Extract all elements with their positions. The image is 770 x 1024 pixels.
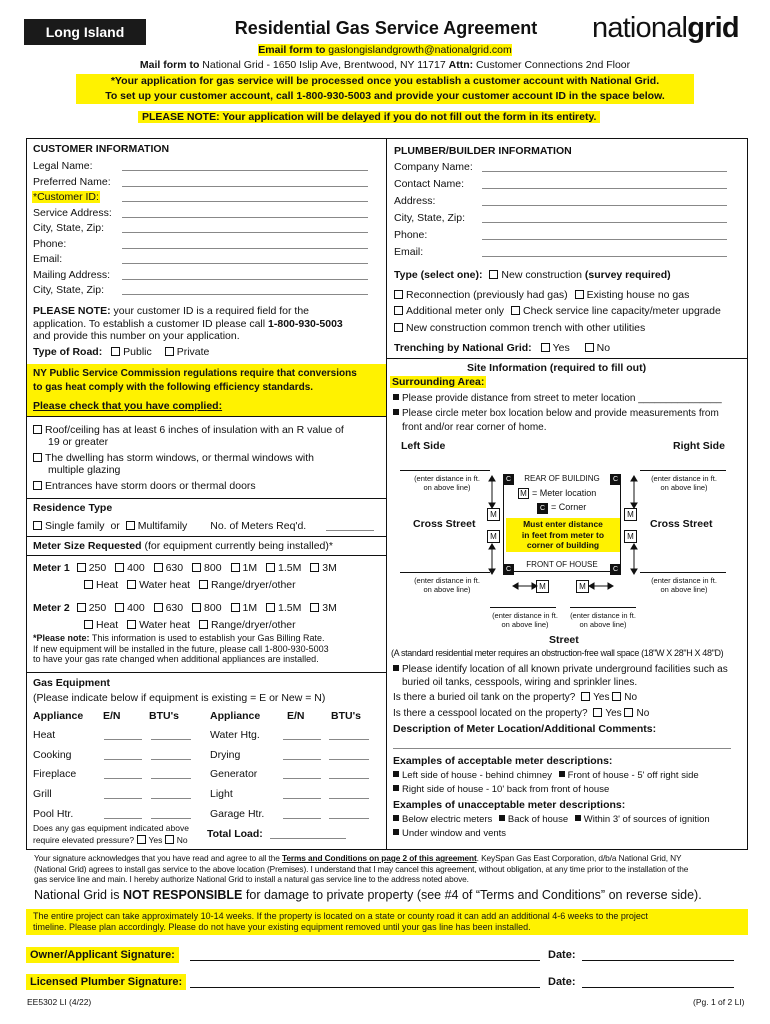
meter-description-input[interactable] (393, 748, 731, 749)
plumber-address-input[interactable] (482, 205, 727, 206)
m2-800[interactable] (192, 603, 201, 612)
street-label: Street (549, 634, 579, 646)
owner-signature-input[interactable] (190, 960, 540, 961)
m1-heat[interactable] (84, 580, 93, 589)
enter-fl: (enter distance in ft. on above line) (492, 611, 558, 629)
customer-id-input[interactable] (122, 201, 368, 202)
acknowledgement: Your signature acknowledges that you have read and agree to all the Terms and Conditions on page 2 of this agreement. KeySpan Gas East Corporation, d/b/a National Grid, NY (National Grid) agrees to install gas service to the above location (Premises). I understand that I may cancel this agreement, without obligation, at any time prior to the installation of the gas service line and main. I hereby authorize National Grid to install a natural gas service line to the address noted above. (34, 853, 689, 884)
single-family-checkbox[interactable] (33, 521, 42, 530)
appliance-left-label: Grill (33, 788, 52, 800)
company-name-label: Company Name: (394, 161, 473, 173)
corner-marker-tl[interactable]: C (503, 474, 514, 485)
unacceptable-row-2: Under window and vents (393, 828, 506, 839)
company-name-input[interactable] (482, 171, 727, 172)
email-address[interactable]: gaslongislandgrowth@nationalgrid.com (328, 44, 512, 56)
unacceptable-row-1: Below electric meters Back of house Within 3' of sources of ignition (393, 814, 710, 825)
logo-bold: grid (687, 12, 739, 44)
legal-name-label: Legal Name: (33, 160, 93, 172)
trenching-row: Trenching by National Grid: Yes No (394, 342, 611, 354)
type-existing-checkbox[interactable] (575, 290, 584, 299)
city-state-zip-label: City, State, Zip: (33, 222, 104, 234)
m2-1m[interactable] (231, 603, 240, 612)
m1-1m[interactable] (231, 563, 240, 572)
email-input[interactable] (122, 263, 368, 264)
road-type-row (33, 346, 209, 358)
psc-roof-checkbox[interactable] (33, 425, 42, 434)
account-notice-line1: *Your application for gas service will be processed once you establish a customer account with National Grid. (110, 75, 660, 87)
type-row-4: New construction common trench with other utilities (394, 322, 645, 334)
elevated-no-checkbox[interactable] (165, 835, 174, 844)
mailing-address-input[interactable] (122, 279, 368, 280)
unacceptable-title: Examples of unacceptable meter descriptions: (393, 799, 626, 811)
cross-street-left: Cross Street (413, 518, 476, 530)
standard-meter-note: (A standard residential meter requires an obstruction-free wall space (18"W X 28"H X 48"D) (391, 648, 724, 658)
plumber-phone-input[interactable] (482, 239, 727, 240)
type-check-checkbox[interactable] (511, 306, 520, 315)
underground-note-cont: buried oil tanks, cesspools, wiring and sprinkler lines. (402, 677, 638, 688)
appliance-right-btu-input[interactable] (329, 778, 369, 779)
oil-tank-question: Is there a buried oil tank on the property? Yes No (393, 692, 638, 703)
psc-check-heading: Please check that you have complied: (27, 399, 386, 416)
project-timeline-notice: The entire project can take approximately 10-14 weeks. If the property is located on a state or county road it can add an additional 4-6 weeks to the project timeline. Please plan accordingly. Please do not have your existing equipment removed until your gas line has been installed. (26, 909, 748, 935)
logo-plain: national (592, 12, 688, 44)
psc-notice (27, 364, 386, 400)
plumber-signature-input[interactable] (190, 987, 540, 988)
cess-no-checkbox[interactable] (624, 708, 633, 717)
meter-note: *Please note: This information is used to establish your Gas Billing Rate. If new equipment will be installed in the future, please call 1-800-930-5003 to have your gas rate changed when additional appliances are installed. (33, 633, 329, 664)
rear-of-building: REAR OF BUILDING (514, 474, 610, 483)
acceptable-row-1: Left side of house - behind chimney Front of house - 5' off right side (393, 770, 699, 781)
psc-window-item: The dwelling has storm windows, or thermal windows with (33, 452, 314, 464)
type-additional-checkbox[interactable] (394, 306, 403, 315)
enter-tl: (enter distance in ft. on above line) (414, 474, 480, 492)
equipment-hint: (Please indicate below if equipment is existing = E or New = N) (33, 692, 326, 704)
residence-title: Residence Type (33, 502, 113, 514)
road-private-label: Private (176, 346, 210, 358)
page-title: Residential Gas Service Agreement (234, 18, 538, 38)
equipment-title: Gas Equipment (33, 677, 111, 689)
customer-section-title: CUSTOMER INFORMATION (33, 143, 170, 155)
psc-roof-cont: 19 or greater (48, 436, 109, 448)
multifamily-checkbox[interactable] (126, 521, 135, 530)
appliance-right-label: Garage Htr. (210, 808, 265, 820)
m2-630[interactable] (154, 603, 163, 612)
acceptable-title: Examples of acceptable meter descriptions: (393, 755, 613, 767)
m2-1-5m[interactable] (266, 603, 275, 612)
site-bullet-2-cont: front and/or rear corner of home. (402, 422, 547, 433)
plumber-phone-label: Phone: (394, 229, 428, 241)
account-notice-line2: To set up your customer account, call 1-800-930-5003 and provide your customer account ID in the space below. (105, 90, 665, 102)
owner-date-input[interactable] (582, 960, 734, 961)
meter2-sizes: Meter 2 250 400 630 800 1M 1.5M 3M (33, 602, 337, 614)
right-top-distance-line[interactable] (640, 470, 726, 471)
delay-notice: PLEASE NOTE: Your application will be delayed if you do not fill out the form in its entirety. (138, 111, 600, 123)
appliance-left-btu-input[interactable] (151, 739, 191, 740)
plumber-date-label: Date: (548, 976, 576, 988)
email-line (160, 44, 610, 56)
appliance-right-label: Generator (210, 768, 258, 780)
underground-note: Please identify location of all known private underground facilities such as (393, 664, 728, 675)
email-label-customer: Email: (33, 253, 63, 265)
appliance-right-btu-input[interactable] (329, 798, 369, 799)
appliance-right-en-input[interactable] (283, 778, 321, 779)
mail-line (60, 59, 710, 71)
meter-box-left-1[interactable]: M (487, 508, 500, 521)
city-state-zip-input[interactable] (122, 232, 368, 233)
appliance-left-label: Fireplace (33, 768, 77, 780)
plumber-city-input[interactable] (482, 222, 727, 223)
type-reconnect-checkbox[interactable] (394, 290, 403, 299)
residence-type-row: Single family or Multifamily No. of Meters Req'd. (33, 520, 306, 532)
national-grid-logo (592, 12, 739, 45)
m2-3m[interactable] (310, 603, 319, 612)
m2-400[interactable] (115, 603, 124, 612)
m1-630[interactable] (154, 563, 163, 572)
plumber-section-title: PLUMBER/BUILDER INFORMATION (394, 145, 572, 157)
m1-3m[interactable] (310, 563, 319, 572)
left-side-label: Left Side (401, 440, 446, 452)
meter-box-right-2[interactable]: M (624, 530, 637, 543)
appliance-right-en-input[interactable] (283, 798, 321, 799)
enter-tr: (enter distance in ft. on above line) (651, 474, 717, 492)
page-number: (Pg. 1 of 2 LI) (693, 997, 745, 1007)
enter-fr: (enter distance in ft. on above line) (570, 611, 636, 629)
front-right-distance-line[interactable] (570, 607, 636, 608)
site-title: Site Information (required to fill out) (467, 362, 647, 374)
mail-label: Mail form to (139, 59, 200, 71)
psc-line2: to gas heat comply with the following efficiency standards. (33, 382, 314, 393)
plumber-email-label: Email: (394, 246, 424, 258)
meters-required-input[interactable] (326, 530, 374, 531)
meter1-sizes: Meter 1 250 400 630 800 1M 1.5M 3M (33, 562, 337, 574)
appliance-left-btu-input[interactable] (151, 759, 191, 760)
left-top-distance-line[interactable] (400, 470, 490, 471)
elevated-question: Does any gas equipment indicated above require elevated pressure? Yes No (33, 823, 189, 845)
meter1-uses: Heat Water heat Range/dryer/other (84, 579, 296, 591)
corner-marker-bl[interactable]: C (503, 564, 514, 575)
note-bold: PLEASE NOTE: (33, 305, 111, 317)
service-address-input[interactable] (122, 217, 368, 218)
meter-box-front-1[interactable]: M (536, 580, 549, 593)
front-of-house: FRONT OF HOUSE (514, 560, 610, 569)
surrounding-area-label: Surrounding Area: (392, 376, 485, 388)
m1-range[interactable] (199, 580, 208, 589)
email-label: Email form to (258, 44, 326, 56)
front-left-distance-line[interactable] (490, 607, 556, 608)
owner-signature-label: Owner/Applicant Signature: (26, 947, 179, 963)
oil-yes-checkbox[interactable] (581, 692, 590, 701)
left-bottom-distance-line[interactable] (400, 572, 490, 573)
meter-legend: M = Meter location (518, 488, 596, 499)
mailing-address-label: Mailing Address: (33, 269, 111, 281)
type-new-checkbox[interactable] (489, 270, 498, 279)
appliance-right-en-input[interactable] (283, 739, 321, 740)
m1-400[interactable] (115, 563, 124, 572)
road-public-checkbox[interactable] (111, 347, 120, 356)
appliance-right-label: Water Htg. (210, 729, 260, 741)
plumber-date-input[interactable] (582, 987, 734, 988)
road-type-label: Type of Road: (33, 346, 103, 358)
oil-no-checkbox[interactable] (612, 692, 621, 701)
corner-marker-br[interactable]: C (610, 564, 621, 575)
meters-required-label: No. of Meters Req'd. (210, 520, 307, 532)
type-row-1: Type (select one): New construction (survey required) (394, 269, 671, 281)
must-enter-note: Must enter distance in feet from meter to corner of building (506, 518, 620, 552)
appliance-left-label: Heat (33, 729, 56, 741)
meter-size-heading: Meter Size Requested (for equipment currently being installed)* (33, 540, 333, 552)
region-tag: Long Island (24, 19, 146, 45)
right-bottom-distance-line[interactable] (640, 572, 726, 573)
attn-label: Attn: (448, 59, 474, 71)
appliance-left-label: Pool Htr. (33, 808, 74, 820)
customer-id-label: *Customer ID: (33, 191, 99, 203)
legal-name-input[interactable] (122, 170, 368, 171)
meter2-uses: Heat Water heat Range/dryer/other (84, 619, 296, 631)
road-public-label: Public (123, 346, 152, 358)
form-number: EE5302 LI (4/22) (27, 997, 92, 1007)
mailing-city-label: City, State, Zip: (33, 284, 104, 296)
mail-address: National Grid - 1650 Islip Ave, Brentwood, NY 11717 (202, 59, 446, 71)
enter-br: (enter distance in ft. on above line) (651, 576, 717, 594)
meter-box-left-2[interactable]: M (487, 530, 500, 543)
phone-label: Phone: (33, 238, 67, 250)
account-notice (76, 74, 694, 104)
appliance-left-en-input[interactable] (104, 759, 142, 760)
appliance-right-btu-input[interactable] (329, 818, 369, 819)
appliance-left-label: Cooking (33, 749, 72, 761)
diagram-arrows (480, 470, 650, 610)
appliance-right-label: Drying (210, 749, 241, 761)
preferred-name-input[interactable] (122, 186, 368, 187)
appliance-left-btu-input[interactable] (151, 818, 191, 819)
elevated-yes-checkbox[interactable] (137, 835, 146, 844)
m1-800[interactable] (192, 563, 201, 572)
owner-date-label: Date: (548, 949, 576, 961)
site-bullet-1: Please provide distance from street to meter location _______________ (393, 393, 722, 404)
meter-description-label: Description of Meter Location/Additional Comments: (393, 723, 657, 735)
note-line3: and provide this number on your application. (33, 330, 240, 342)
terms-link[interactable]: Terms and Conditions on page 2 of this agreement (281, 853, 477, 863)
customer-id-note (33, 305, 381, 343)
service-address-label: Service Address: (33, 207, 112, 219)
appliance-left-en-input[interactable] (104, 798, 142, 799)
note-line1: your customer ID is a required field for the (113, 305, 310, 317)
cross-street-right: Cross Street (650, 518, 713, 530)
psc-window-cont: multiple glazing (48, 464, 121, 476)
meter-box-right-1[interactable]: M (624, 508, 637, 521)
appliance-left-en-input[interactable] (104, 739, 142, 740)
m2-heat[interactable] (84, 620, 93, 629)
phone-input[interactable] (122, 248, 368, 249)
appliance-right-btu-input[interactable] (329, 759, 369, 760)
contact-name-label: Contact Name: (394, 178, 465, 190)
plumber-signature-label: Licensed Plumber Signature: (26, 974, 186, 990)
m1-1-5m[interactable] (266, 563, 275, 572)
appliance-left-en-input[interactable] (104, 818, 142, 819)
corner-legend: C = Corner (537, 502, 586, 514)
appliance-right-label: Light (210, 788, 233, 800)
right-side-label: Right Side (673, 440, 725, 452)
acceptable-row-2: Right side of house - 10' back from front of house (393, 784, 609, 795)
column-divider (386, 138, 387, 850)
trench-yes-checkbox[interactable] (541, 343, 550, 352)
appliance-right-en-input[interactable] (283, 818, 321, 819)
attn-value: Customer Connections 2nd Floor (476, 59, 631, 71)
plumber-city-label: City, State, Zip: (394, 212, 465, 224)
note-phone: 1-800-930-5003 (268, 317, 343, 330)
plumber-email-input[interactable] (482, 256, 727, 257)
psc-window-checkbox[interactable] (33, 453, 42, 462)
appliance-right-en-input[interactable] (283, 759, 321, 760)
psc-line1: NY Public Service Commission regulations require that conversions (33, 368, 357, 379)
plumber-address-label: Address: (394, 195, 436, 207)
m1-250[interactable] (77, 563, 86, 572)
psc-doors-item: Entrances have storm doors or thermal doors (33, 480, 256, 492)
total-load-label: Total Load: (207, 828, 263, 840)
type-common-checkbox[interactable] (394, 323, 403, 332)
m1-water[interactable] (127, 580, 136, 589)
meter-box-front-2[interactable]: M (576, 580, 589, 593)
contact-name-input[interactable] (482, 188, 727, 189)
road-private-checkbox[interactable] (165, 347, 174, 356)
m2-water[interactable] (127, 620, 136, 629)
cesspool-question: Is there a cesspool located on the property? Yes No (393, 708, 650, 719)
note-line2: application. To establish a customer ID please call (33, 317, 266, 330)
corner-marker-tr[interactable]: C (610, 474, 621, 485)
psc-doors-checkbox[interactable] (33, 481, 42, 490)
type-row-3: Additional meter only Check service line capacity/meter upgrade (394, 305, 721, 317)
mailing-city-input[interactable] (122, 294, 368, 295)
psc-roof-item: Roof/ceiling has at least 6 inches of insulation with an R value of (33, 424, 344, 436)
appliance-left-btu-input[interactable] (151, 798, 191, 799)
trench-no-checkbox[interactable] (585, 343, 594, 352)
enter-bl: (enter distance in ft. on above line) (414, 576, 480, 594)
preferred-name-label: Preferred Name: (33, 176, 111, 188)
m2-250[interactable] (77, 603, 86, 612)
responsibility-notice: National Grid is NOT RESPONSIBLE for damage to private property (see #4 of “Terms and Conditions” on reverse side). (34, 888, 702, 902)
appliance-left-en-input[interactable] (104, 778, 142, 779)
appliance-left-btu-input[interactable] (151, 778, 191, 779)
site-bullet-2: Please circle meter box location below and provide measurements from (393, 408, 719, 419)
cess-yes-checkbox[interactable] (593, 708, 602, 717)
m2-range[interactable] (199, 620, 208, 629)
total-load-input[interactable] (270, 838, 346, 839)
appliance-right-btu-input[interactable] (329, 739, 369, 740)
type-row-2: Reconnection (previously had gas) Existing house no gas (394, 289, 689, 301)
